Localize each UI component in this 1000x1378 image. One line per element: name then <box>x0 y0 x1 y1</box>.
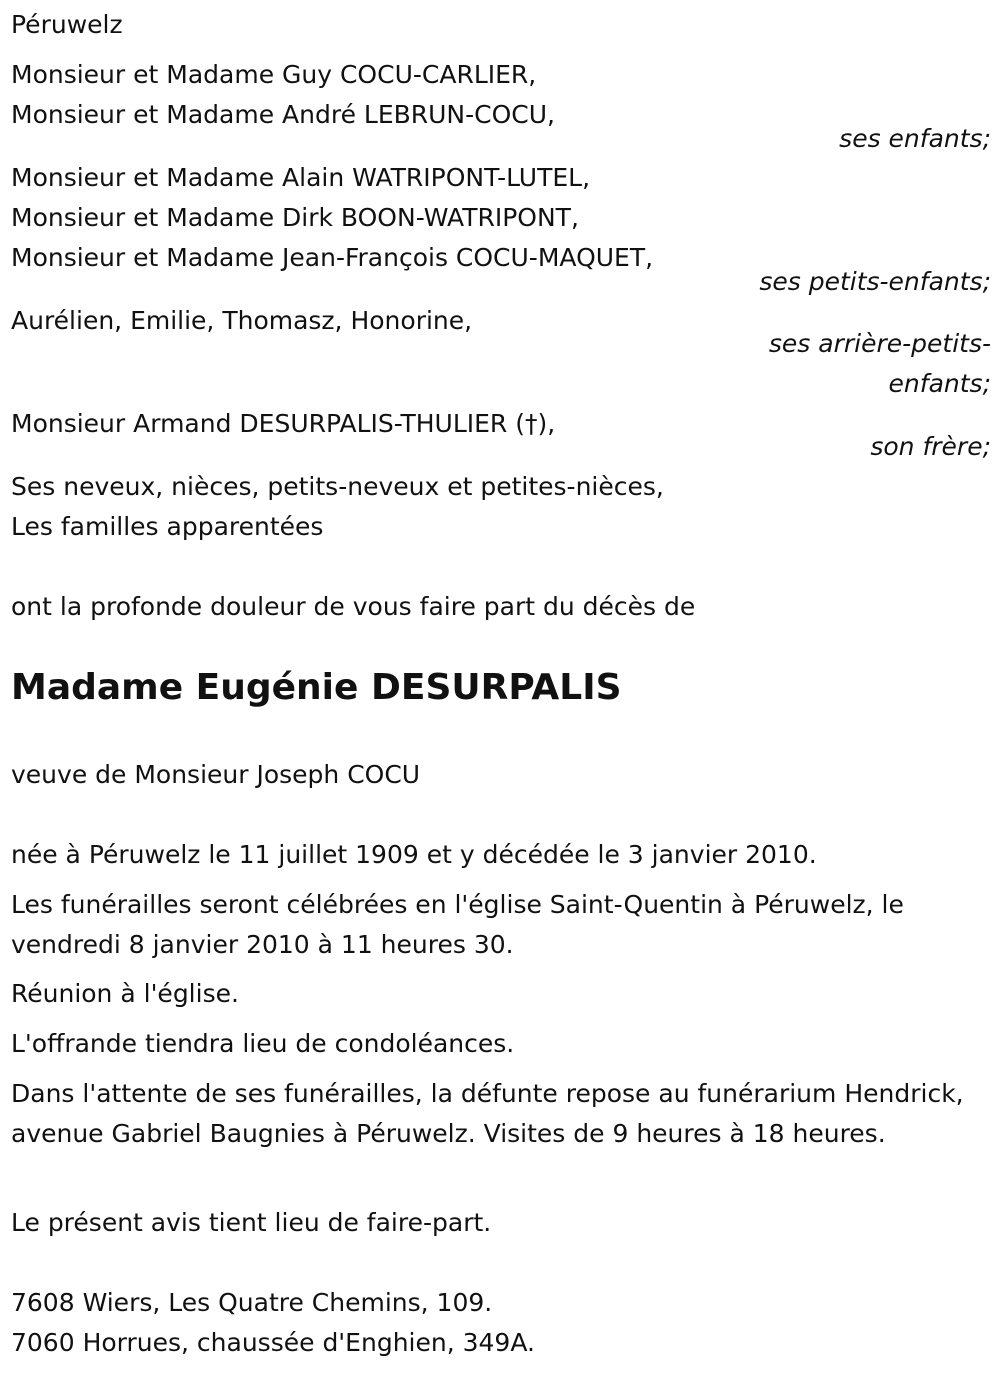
relation-brother: son frère; <box>870 432 991 461</box>
meeting-info: Réunion à l'église. <box>11 979 239 1008</box>
offering-info: L'offrande tiendra lieu de condoléances. <box>11 1029 515 1058</box>
announcement-intro: ont la profonde douleur de vous faire part du décès de <box>11 592 696 621</box>
relation-great-grandchildren: ses arrière-petits-enfants; <box>768 329 991 398</box>
brother-name: Monsieur Armand DESURPALIS-THULIER (†), <box>11 409 556 438</box>
relation-children: ses enfants; <box>839 124 991 153</box>
other-relatives-line: Ses neveux, nièces, petits-neveux et petites-nièces, <box>11 472 664 501</box>
child-name: Monsieur et Madame Guy COCU-CARLIER, <box>11 60 537 89</box>
grandchildren-group <box>11 158 991 296</box>
addresses <box>11 1283 535 1363</box>
widow-of: veuve de Monsieur Joseph COCU <box>11 760 421 789</box>
grandchild-name: Monsieur et Madame Dirk BOON-WATRIPONT, <box>11 203 579 232</box>
birth-death: née à Péruwelz le 11 juillet 1909 et y décédée le 3 janvier 2010. <box>11 840 817 869</box>
deceased-name: Madame Eugénie DESURPALIS <box>11 667 622 708</box>
address-line: 7608 Wiers, Les Quatre Chemins, 109. <box>11 1288 493 1317</box>
brother-group <box>11 404 991 461</box>
notice-info: Le présent avis tient lieu de faire-part. <box>11 1208 492 1237</box>
grandchild-name: Monsieur et Madame Jean-François COCU-MAQUET, <box>11 243 654 272</box>
child-name: Monsieur et Madame André LEBRUN-COCU, <box>11 100 555 129</box>
rest-info: Dans l'attente de ses funérailles, la défunte repose au funérarium Hendrick, avenue Gabriel Baugnies à Péruwelz. Visites de 9 heures à 18 heures. <box>11 1079 964 1148</box>
city-header: Péruwelz <box>11 10 123 39</box>
other-relatives-line: Les familles apparentées <box>11 512 324 541</box>
funeral-info: Les funérailles seront célébrées en l'église Saint-Quentin à Péruwelz, le vendredi 8 janvier 2010 à 11 heures 30. <box>11 890 904 959</box>
address-line: 7060 Horrues, chaussée d'Enghien, 349A. <box>11 1328 535 1357</box>
great-grandchild-names: Aurélien, Emilie, Thomasz, Honorine, <box>11 306 473 335</box>
grandchild-name: Monsieur et Madame Alain WATRIPONT-LUTEL, <box>11 163 591 192</box>
children-group <box>11 55 991 153</box>
great-grandchildren-group <box>11 301 991 398</box>
other-relatives <box>11 467 991 547</box>
relation-grandchildren: ses petits-enfants; <box>759 267 991 296</box>
